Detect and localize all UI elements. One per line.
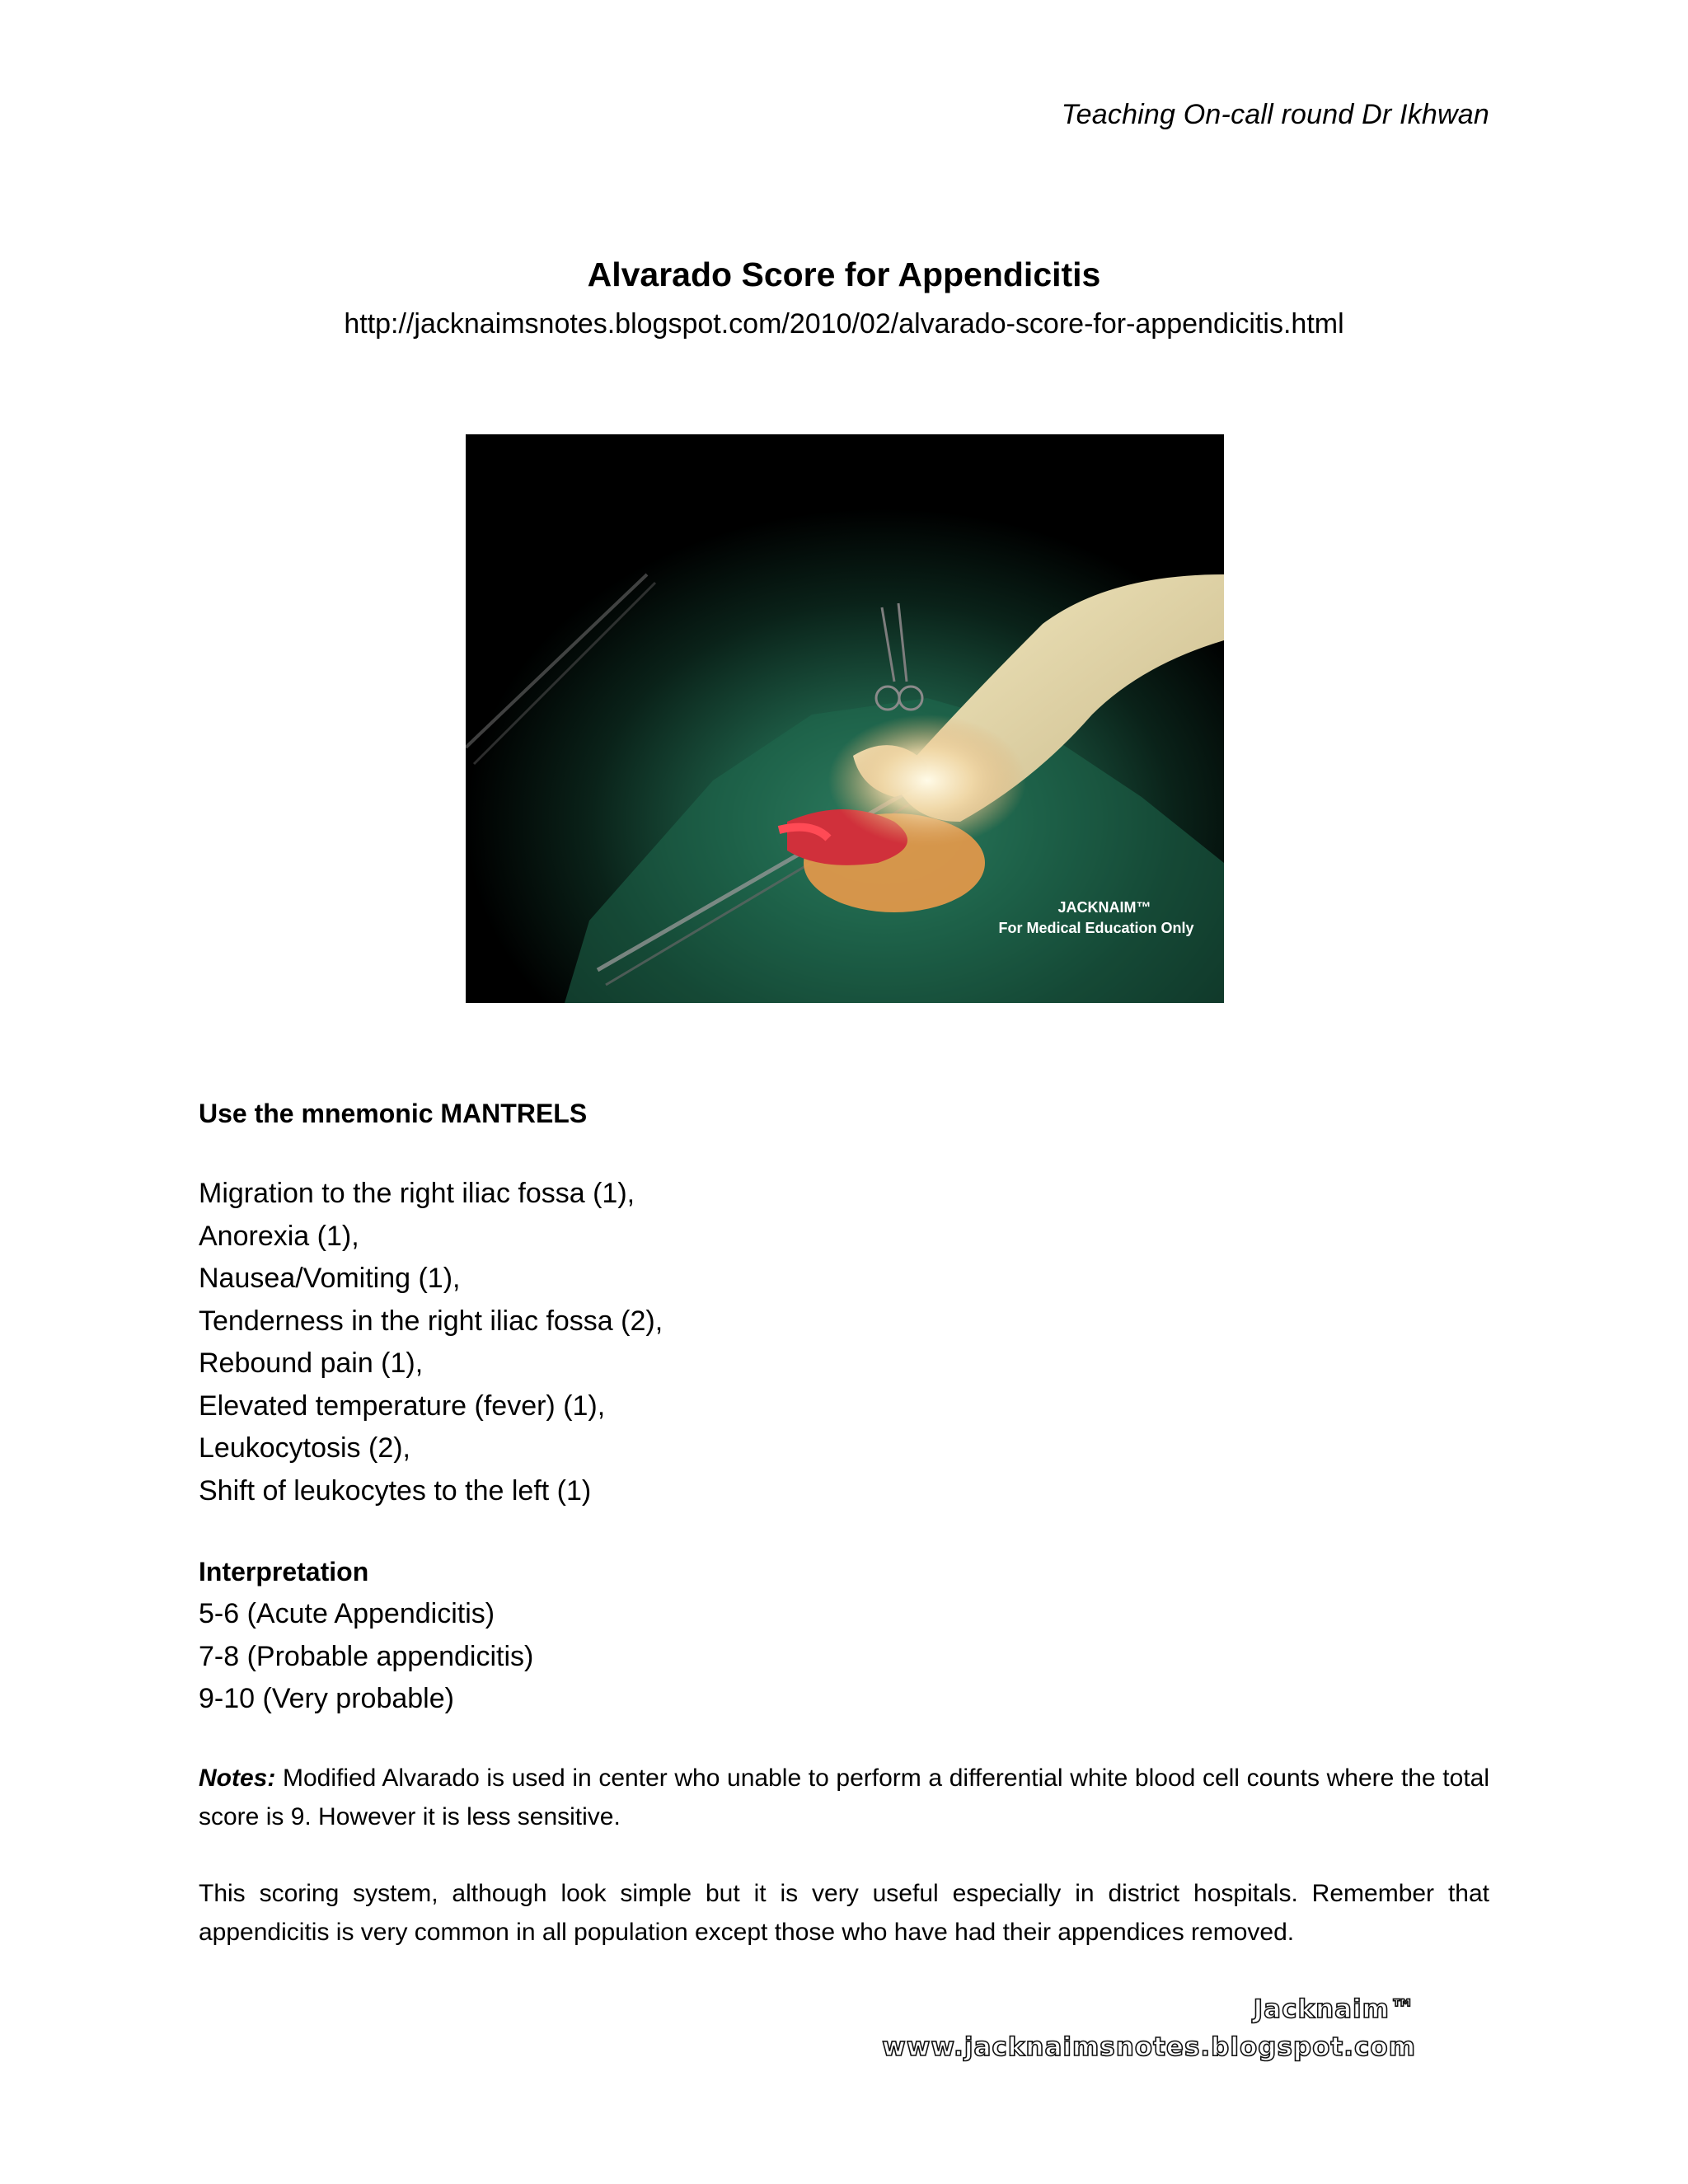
- list-item: Tenderness in the right iliac fossa (2),: [199, 1305, 663, 1337]
- interpretation-list: [199, 1593, 1489, 1721]
- mantrels-list: [199, 1173, 1489, 1512]
- list-item: 7-8 (Probable appendicitis): [199, 1640, 534, 1672]
- list-item: Rebound pain (1),: [199, 1347, 424, 1379]
- list-item: Elevated temperature (fever) (1),: [199, 1390, 606, 1422]
- list-item: Shift of leukocytes to the left (1): [199, 1474, 592, 1507]
- list-item: Leukocytosis (2),: [199, 1432, 410, 1464]
- list-item: Nausea/Vomiting (1),: [199, 1263, 461, 1294]
- signature-website: www.jacknaimsnotes.blogspot.com: [882, 2032, 1416, 2062]
- page-title: Alvarado Score for Appendicitis: [587, 255, 1101, 293]
- notes-label: Notes:: [199, 1764, 276, 1792]
- signature-block: [882, 1990, 1416, 2066]
- header-note: Teaching On-call round Dr Ikhwan: [1061, 99, 1489, 130]
- notes-text: Modified Alvarado is used in center who unable to perform a differential white blood cell counts where the total score is 9. However it is less sensitive.: [199, 1764, 1489, 1830]
- main-content: [199, 1092, 1489, 1976]
- interpretation-section: [199, 1550, 1489, 1721]
- signature-name: Jacknaim™: [1253, 1994, 1416, 2024]
- list-item: 5-6 (Acute Appendicitis): [199, 1598, 495, 1629]
- closing-paragraph: This scoring system, although look simple but it is very useful especially in district hospitals. Remember that appendicitis is very common in all population except those who have had their appendices removed.: [199, 1879, 1489, 1946]
- notes-paragraph: [199, 1759, 1489, 1836]
- list-item: Migration to the right iliac fossa (1),: [199, 1178, 635, 1209]
- interpretation-heading: Interpretation: [199, 1557, 369, 1586]
- watermark-line-2: For Medical Education Only: [998, 920, 1194, 936]
- mnemonic-heading: Use the mnemonic MANTRELS: [199, 1099, 588, 1128]
- list-item: Anorexia (1),: [199, 1220, 359, 1252]
- watermark-line-1: JACKNAIM™: [1057, 899, 1151, 916]
- source-url: http://jacknaimsnotes.blogspot.com/2010/02/alvarado-score-for-appendicitis.html: [344, 308, 1344, 340]
- list-item: 9-10 (Very probable): [199, 1683, 454, 1714]
- surgery-photo: [466, 434, 1224, 1003]
